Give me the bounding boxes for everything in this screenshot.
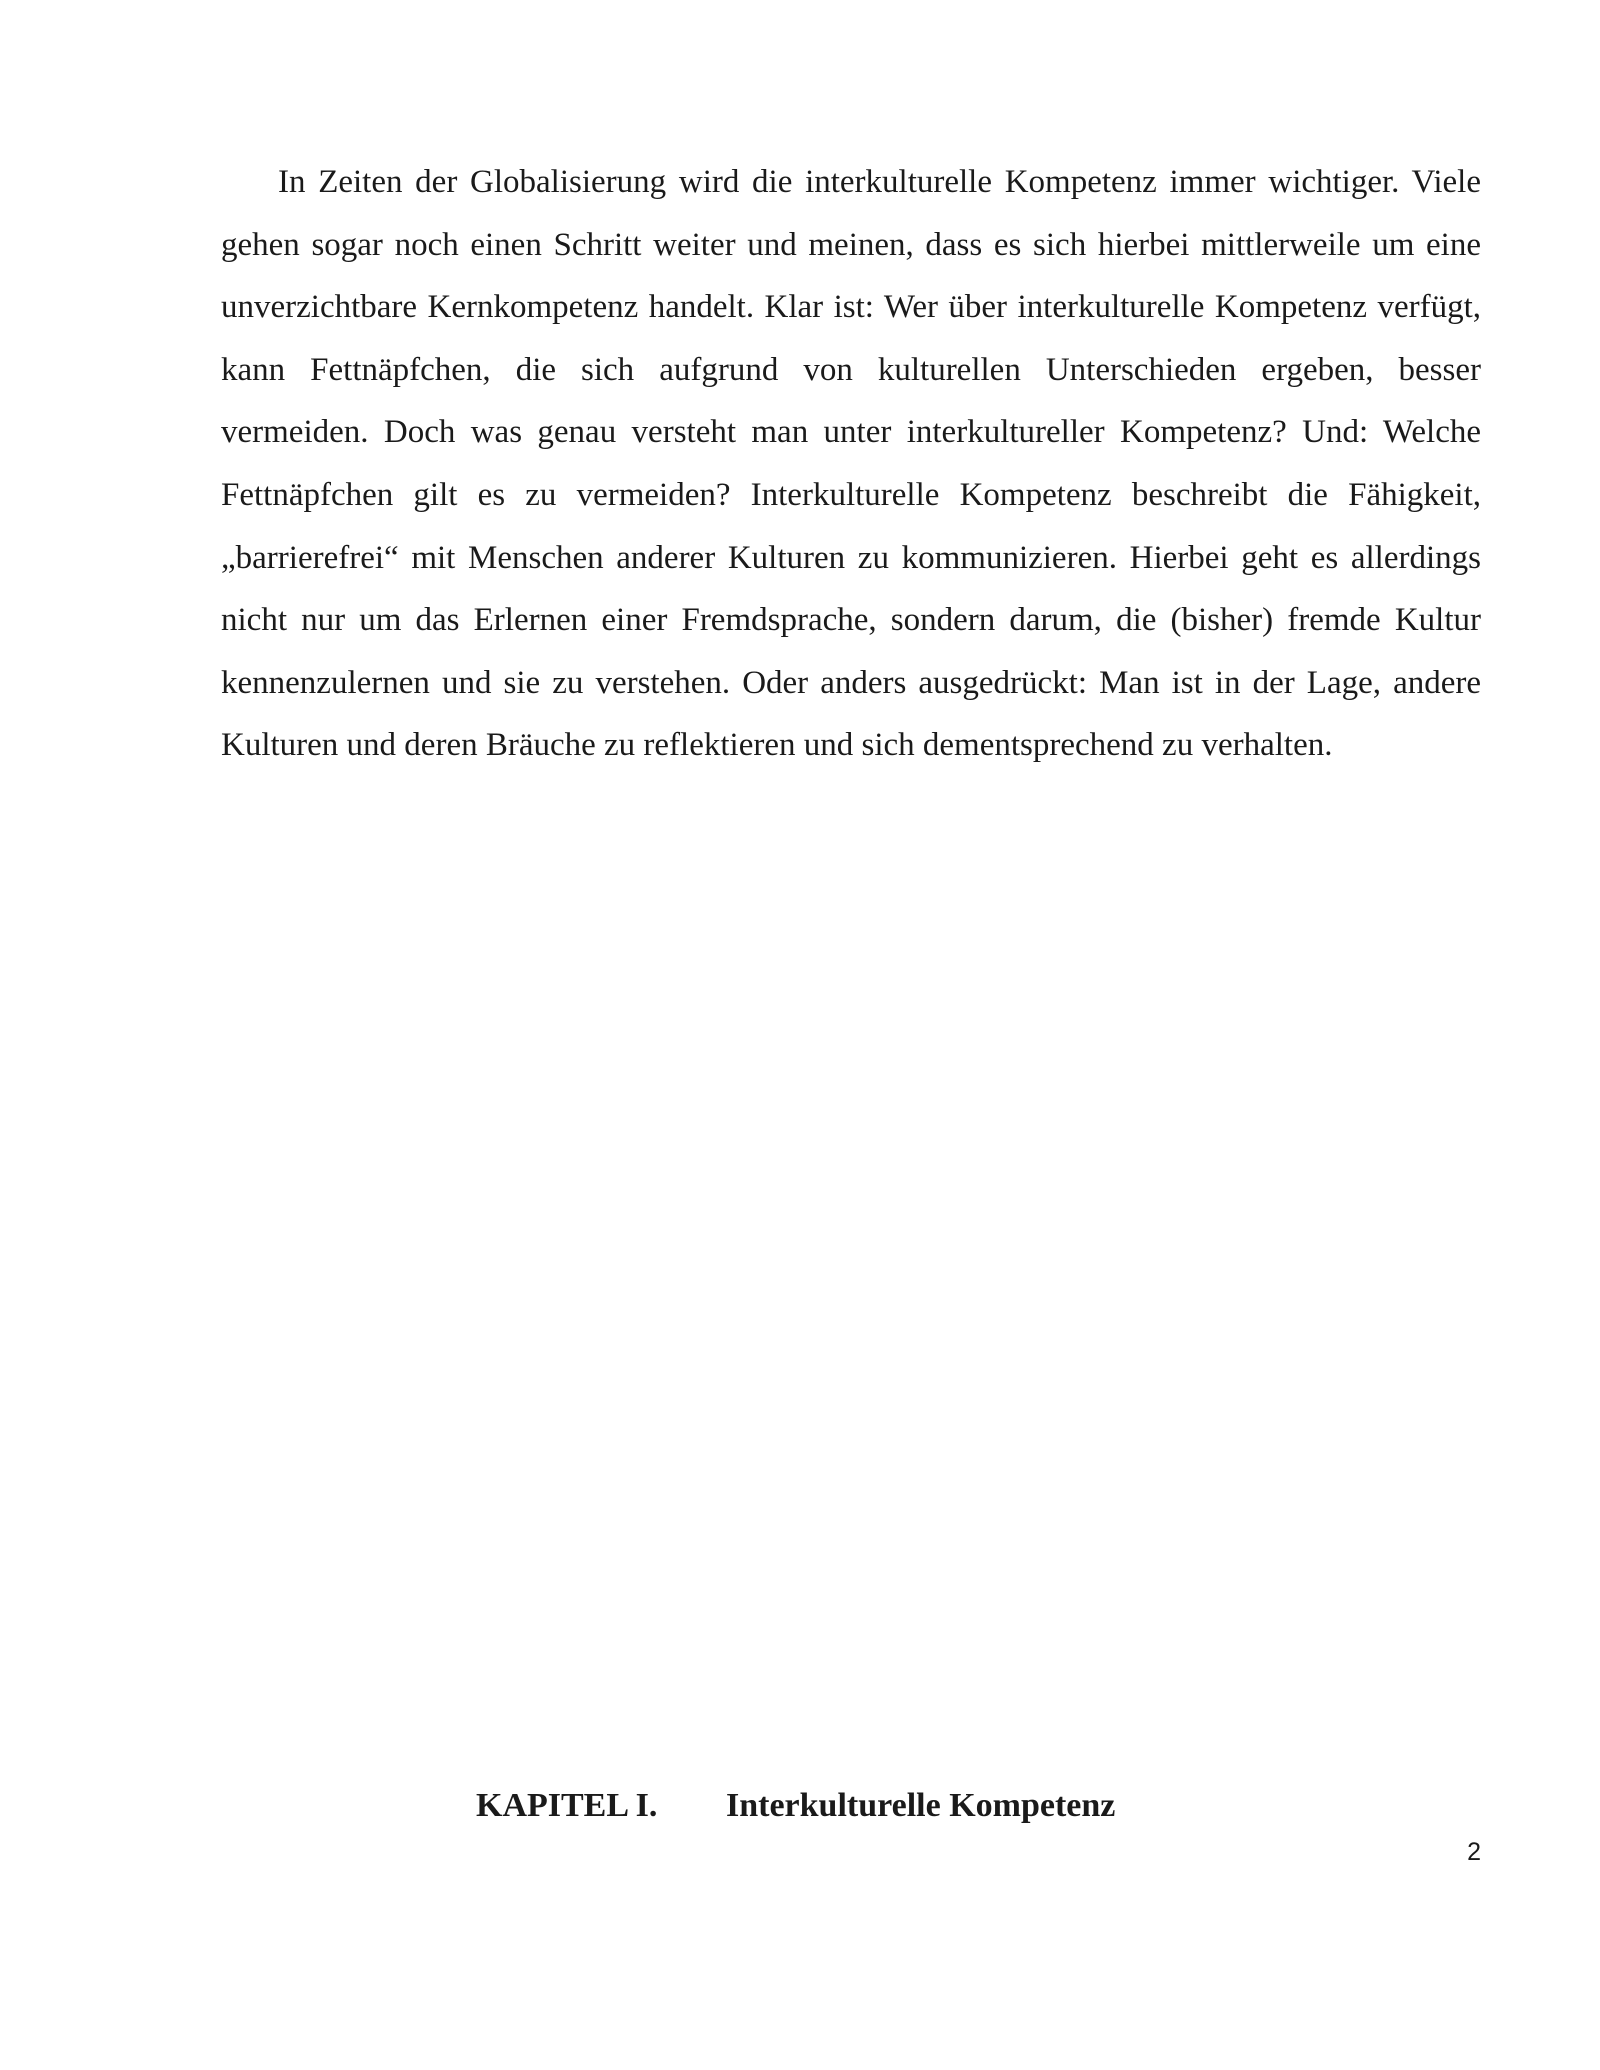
chapter-title: Interkulturelle Kompetenz [726, 1787, 1116, 1824]
chapter-heading [0, 1782, 1600, 1830]
body-paragraph: In Zeiten der Globalisierung wird die interkulturelle Kompetenz immer wichtiger. Viele gehen sogar noch einen Schritt weiter und meinen, dass es sich hierbei mittlerweile um eine unverzichtbare Kernkompetenz handelt. Klar ist: Wer über interkulturelle Kompetenz verfügt, kann Fettnäpfchen, die sich aufgrund von kulturellen Unterschieden ergeben, besser vermeiden. Doch was genau versteht man unter interkultureller Kompetenz? Und: Welche Fettnäpfchen gilt es zu vermeiden? Interkulturelle Kompetenz beschreibt die Fähigkeit, „barrierefrei“ mit Menschen anderer Kulturen zu kommunizieren. Hierbei geht es allerdings nicht nur um das Erlernen einer Fremdsprache, sondern darum, die (bisher) fremde Kultur kennenzulernen und sie zu verstehen. Oder anders ausgedrückt: Man ist in der Lage, andere Kulturen und deren Bräuche zu reflektieren und sich dementsprechend zu verhalten. [221, 164, 1481, 764]
page-number: 2 [1467, 1838, 1481, 1866]
chapter-label: KAPITEL I. [476, 1787, 658, 1824]
